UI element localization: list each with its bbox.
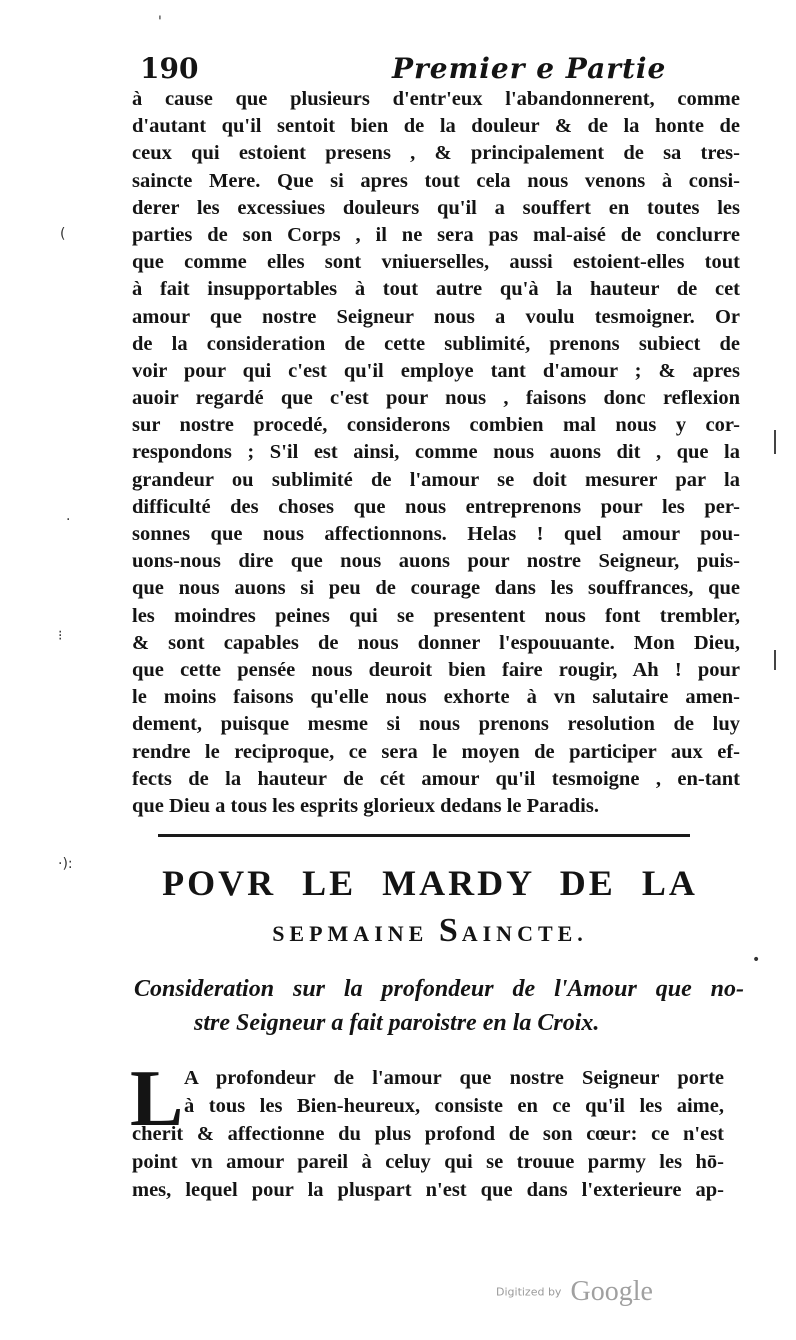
consideration-line-2: stre Seigneur a fait paroistre en la Croix. bbox=[194, 1010, 600, 1036]
watermark-prefix: Digitized by bbox=[496, 1285, 562, 1299]
margin-mark-left-d: ·): bbox=[58, 856, 73, 872]
section-subtitle-post: AINCTE. bbox=[461, 921, 588, 946]
text-line: amour que nostre Seigneur nous a voulu tesmoigner. Or bbox=[132, 305, 740, 328]
text-line: difficulté des choses que nous entreprenons pour les per- bbox=[132, 495, 740, 518]
margin-bar-right-2 bbox=[774, 650, 776, 670]
text-line: le moins faisons qu'elle nous exhorte à vn salutaire amen- bbox=[132, 686, 740, 709]
text-line: saincte Mere. Que si apres tout cela nous venons à consi- bbox=[132, 169, 740, 192]
margin-bar-right-1 bbox=[774, 430, 776, 454]
running-title: Premier e Partie bbox=[392, 52, 667, 85]
text-line: rendre le reciproque, ce sera le moyen de participer aux ef- bbox=[132, 740, 740, 763]
consideration-heading bbox=[134, 972, 744, 1040]
margin-mark-top: ' bbox=[158, 14, 162, 30]
text-line: auoir regardé que c'est pour nous , faisons donc reflexion bbox=[132, 387, 740, 410]
section-subtitle bbox=[130, 912, 730, 950]
text-line: sonnes que nous affectionnons. Helas ! quel amour pou- bbox=[132, 523, 740, 545]
text-line: que Dieu a tous les esprits glorieux dedans le Paradis. bbox=[132, 794, 599, 817]
margin-mark-left-c: ⁝ bbox=[58, 628, 63, 644]
text-line: sur nostre procedé, considerons combien mal nous y cor- bbox=[132, 414, 740, 437]
text-line: derer les excessiues douleurs qu'il a souffert en toutes les bbox=[132, 196, 740, 219]
text-line: voir pour qui c'est qu'il employe tant d'amour ; & apres bbox=[132, 359, 740, 382]
text-line: à cause que plusieurs d'entr'eux l'abandonnerent, comme bbox=[132, 88, 740, 110]
margin-mark-left-b: · bbox=[66, 512, 71, 528]
paragraph-line: point vn amour pareil à celuy qui se trouue parmy les hō- bbox=[132, 1151, 724, 1173]
paragraph-line: mes, lequel pour la pluspart n'est que dans l'exterieure ap- bbox=[132, 1179, 724, 1201]
text-line: de la consideration de cette sublimité, prenons subiect de bbox=[132, 332, 740, 355]
section-subtitle-pre: SEPMAINE bbox=[272, 921, 439, 946]
body-text bbox=[132, 86, 740, 820]
text-line: les moindres peines qui se presentent nous font trembler, bbox=[132, 604, 740, 627]
text-line: à fait insupportables à tout autre qu'à la hauteur de cet bbox=[132, 278, 740, 301]
paragraph-line: à tous les Bien-heureux, consiste en ce qu'il les aime, bbox=[184, 1095, 724, 1117]
text-line: respondons ; S'il est ainsi, comme nous auons dit , que la bbox=[132, 441, 740, 464]
margin-mark-left-a: ( bbox=[60, 226, 66, 242]
text-line: dement, puisque mesme si nous prenons resolution de luy bbox=[132, 713, 740, 736]
text-line: grandeur ou sublimité de l'amour se doit mesurer par la bbox=[132, 468, 740, 491]
page-number: 190 bbox=[140, 52, 199, 85]
section-title: POVR LE MARDY DE LA bbox=[162, 863, 698, 903]
drop-cap: L bbox=[130, 1055, 184, 1143]
text-line: parties de son Corps , il ne sera pas mal-aisé de conclurre bbox=[132, 223, 740, 246]
text-line: que comme elles sont vniuerselles, aussi estoient-elles tout bbox=[132, 251, 740, 274]
consideration-line-1: Consideration sur la profondeur de l'Amour que no- bbox=[134, 976, 744, 1002]
google-logo: Google bbox=[570, 1276, 653, 1307]
text-line: d'autant qu'il sentoit bien de la douleur & de la honte de bbox=[132, 115, 740, 138]
text-line: ceux qui estoient presens , & principalement de sa tres- bbox=[132, 142, 740, 165]
text-line: fects de la hauteur de cét amour qu'il tesmoigne , en-tant bbox=[132, 767, 740, 790]
text-line: que cette pensée nous deuroit bien faire rougir, Ah ! pour bbox=[132, 658, 740, 681]
section-subtitle-initial: S bbox=[438, 912, 462, 949]
paragraph-line: cherit & affectionne du plus profond de son cœur: ce n'est bbox=[132, 1123, 724, 1145]
paragraph-line: A profondeur de l'amour que nostre Seigneur porte bbox=[184, 1067, 724, 1089]
text-line: que nous auons si peu de courage dans les souffrances, que bbox=[132, 577, 740, 600]
digitized-watermark bbox=[496, 1276, 653, 1308]
opening-paragraph bbox=[132, 1064, 724, 1204]
section-divider bbox=[158, 834, 690, 837]
margin-mark-right-a: • bbox=[752, 952, 761, 968]
text-line: & sont capables de nous donner l'espouuante. Mon Dieu, bbox=[132, 631, 740, 654]
text-line: uons-nous dire que nous auons pour nostre Seigneur, puis- bbox=[132, 550, 740, 573]
